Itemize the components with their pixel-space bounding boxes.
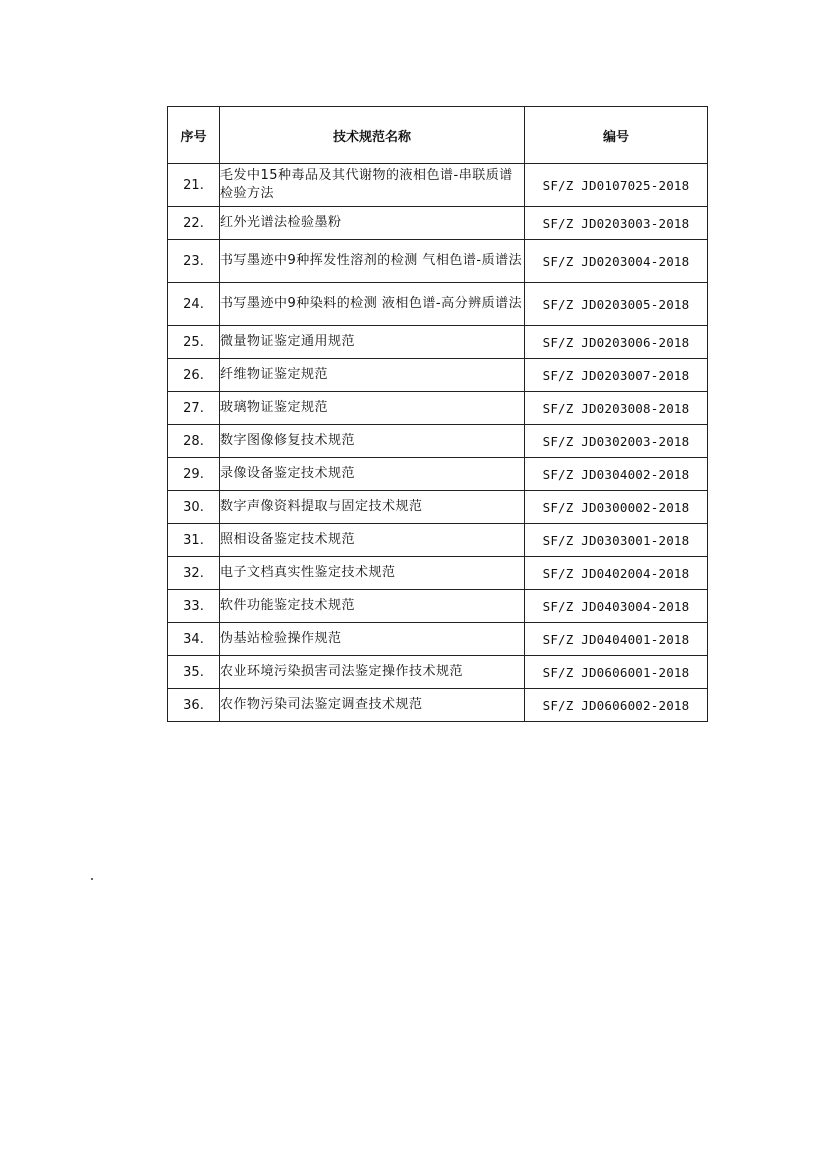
row-index: 35. [168,656,220,689]
row-name: 录像设备鉴定技术规范 [220,458,525,491]
row-code: SF/Z JD0304002-2018 [525,458,708,491]
row-code: SF/Z JD0606001-2018 [525,656,708,689]
row-index: 34. [168,623,220,656]
row-index: 36. [168,689,220,722]
row-code: SF/Z JD0404001-2018 [525,623,708,656]
row-code: SF/Z JD0402004-2018 [525,557,708,590]
row-name: 微量物证鉴定通用规范 [220,326,525,359]
row-code: SF/Z JD0203004-2018 [525,240,708,283]
table-row [168,557,708,590]
table-row [168,491,708,524]
table-row [168,590,708,623]
table-row [168,524,708,557]
row-code: SF/Z JD0203006-2018 [525,326,708,359]
header-code: 编号 [525,107,708,164]
table-row [168,283,708,326]
table-row [168,392,708,425]
row-name: 纤维物证鉴定规范 [220,359,525,392]
row-code: SF/Z JD0203007-2018 [525,359,708,392]
row-name: 伪基站检验操作规范 [220,623,525,656]
row-name: 电子文档真实性鉴定技术规范 [220,557,525,590]
row-code: SF/Z JD0203008-2018 [525,392,708,425]
header-index: 序号 [168,107,220,164]
row-name: 软件功能鉴定技术规范 [220,590,525,623]
row-name: 书写墨迹中9种挥发性溶剂的检测 气相色谱-质谱法 [220,240,525,283]
table-row [168,425,708,458]
table-row [168,359,708,392]
row-index: 30. [168,491,220,524]
row-name: 玻璃物证鉴定规范 [220,392,525,425]
table-row [168,458,708,491]
row-index: 32. [168,557,220,590]
row-index: 33. [168,590,220,623]
row-code: SF/Z JD0203005-2018 [525,283,708,326]
row-index: 27. [168,392,220,425]
scan-speck [91,878,93,880]
row-name: 数字声像资料提取与固定技术规范 [220,491,525,524]
row-code: SF/Z JD0606002-2018 [525,689,708,722]
row-index: 21. [168,164,220,207]
row-name: 书写墨迹中9种染料的检测 液相色谱-高分辨质谱法 [220,283,525,326]
table-row [168,656,708,689]
table-row [168,623,708,656]
row-name: 数字图像修复技术规范 [220,425,525,458]
table-row [168,164,708,207]
table-row [168,326,708,359]
table-row [168,207,708,240]
row-name: 照相设备鉴定技术规范 [220,524,525,557]
row-index: 22. [168,207,220,240]
row-name: 红外光谱法检验墨粉 [220,207,525,240]
row-index: 31. [168,524,220,557]
row-name: 农业环境污染损害司法鉴定操作技术规范 [220,656,525,689]
table-header-row [168,107,708,164]
row-index: 25. [168,326,220,359]
row-code: SF/Z JD0302003-2018 [525,425,708,458]
row-index: 23. [168,240,220,283]
row-index: 29. [168,458,220,491]
row-code: SF/Z JD0107025-2018 [525,164,708,207]
table-row [168,689,708,722]
row-code: SF/Z JD0403004-2018 [525,590,708,623]
standards-table [167,106,708,722]
row-index: 28. [168,425,220,458]
row-name: 毛发中15种毒品及其代谢物的液相色谱-串联质谱检验方法 [220,164,525,207]
row-code: SF/Z JD0203003-2018 [525,207,708,240]
row-name: 农作物污染司法鉴定调查技术规范 [220,689,525,722]
header-name: 技术规范名称 [220,107,525,164]
row-index: 24. [168,283,220,326]
table-row [168,240,708,283]
row-code: SF/Z JD0300002-2018 [525,491,708,524]
row-index: 26. [168,359,220,392]
row-code: SF/Z JD0303001-2018 [525,524,708,557]
